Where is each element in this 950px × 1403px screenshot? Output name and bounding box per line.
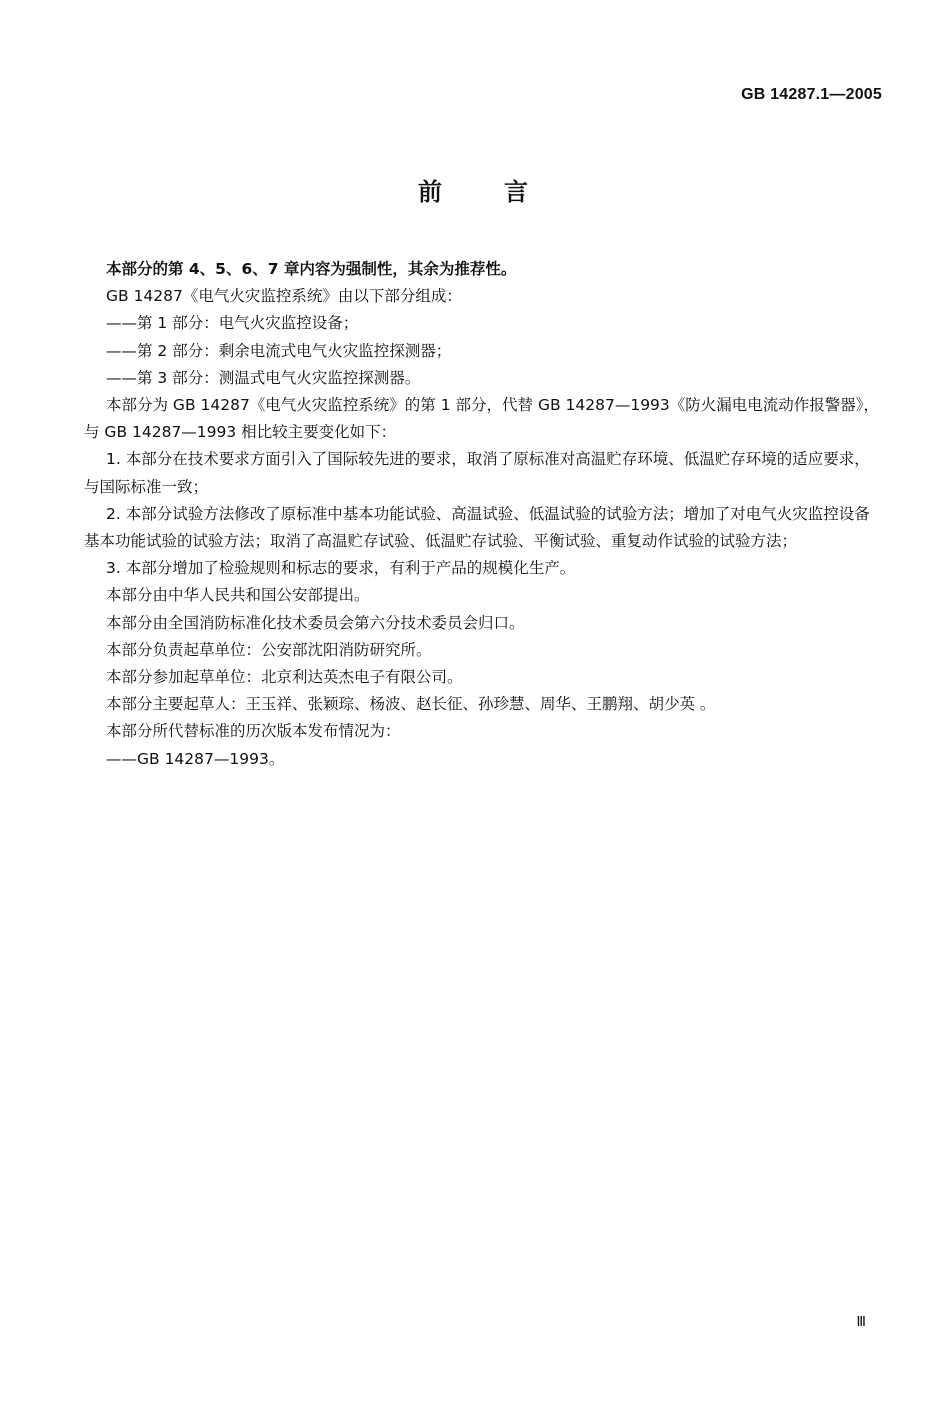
list-item-part-2: ——第 2 部分：剩余电流式电气火灾监控探测器； xyxy=(106,341,452,360)
paragraph-replacement: 本部分为 GB 14287《电气火灾监控系统》的第 1 部分，代替 GB 14287—1993《防火漏电电流动作报警器》，与 GB 14287—1993 相比较主要变化如下： xyxy=(84,396,880,442)
foreword-body xyxy=(84,256,884,773)
list-item-part-1: ——第 1 部分：电气火灾监控设备； xyxy=(106,314,359,333)
list-item-part-3: ——第 3 部分：测温式电气火灾监控探测器。 xyxy=(106,368,421,387)
paragraph-parts-intro: GB 14287《电气火灾监控系统》由以下部分组成： xyxy=(106,287,462,306)
document-code: GB 14287.1—2005 xyxy=(741,86,882,103)
page-title: 前言 xyxy=(418,178,590,206)
paragraph-drafters: 本部分主要起草人：王玉祥、张颖琮、杨波、赵长征、孙珍慧、周华、王鹏翔、胡少英 。 xyxy=(106,695,716,714)
list-item-change-1: 1. 本部分在技术要求方面引入了国际较先进的要求，取消了原标准对高温贮存环境、低温贮存环境的适应要求，与国际标准一致； xyxy=(84,450,870,496)
paragraph-participating-unit: 本部分参加起草单位：北京利达英杰电子有限公司。 xyxy=(106,668,463,687)
list-item-history-version: ——GB 14287—1993。 xyxy=(106,749,285,768)
paragraph-history-intro: 本部分所代替标准的历次版本发布情况为： xyxy=(106,722,401,741)
paragraph-committee: 本部分由全国消防标准化技术委员会第六分技术委员会归口。 xyxy=(106,613,525,632)
page-number: Ⅲ xyxy=(856,1315,866,1330)
list-item-change-3: 3. 本部分增加了检验规则和标志的要求，有利于产品的规模化生产。 xyxy=(106,559,576,578)
paragraph-mandatory-note: 本部分的第 4、5、6、7 章内容为强制性，其余为推荐性。 xyxy=(106,260,517,278)
paragraph-proposer: 本部分由中华人民共和国公安部提出。 xyxy=(106,586,370,605)
paragraph-drafting-unit: 本部分负责起草单位：公安部沈阳消防研究所。 xyxy=(106,640,432,659)
list-item-change-2: 2. 本部分试验方法修改了原标准中基本功能试验、高温试验、低温试验的试验方法；增加了对电气火灾监控设备基本功能试验的试验方法；取消了高温贮存试验、低温贮存试验、平衡试验、重复动作试验的试验方法； xyxy=(84,504,870,551)
